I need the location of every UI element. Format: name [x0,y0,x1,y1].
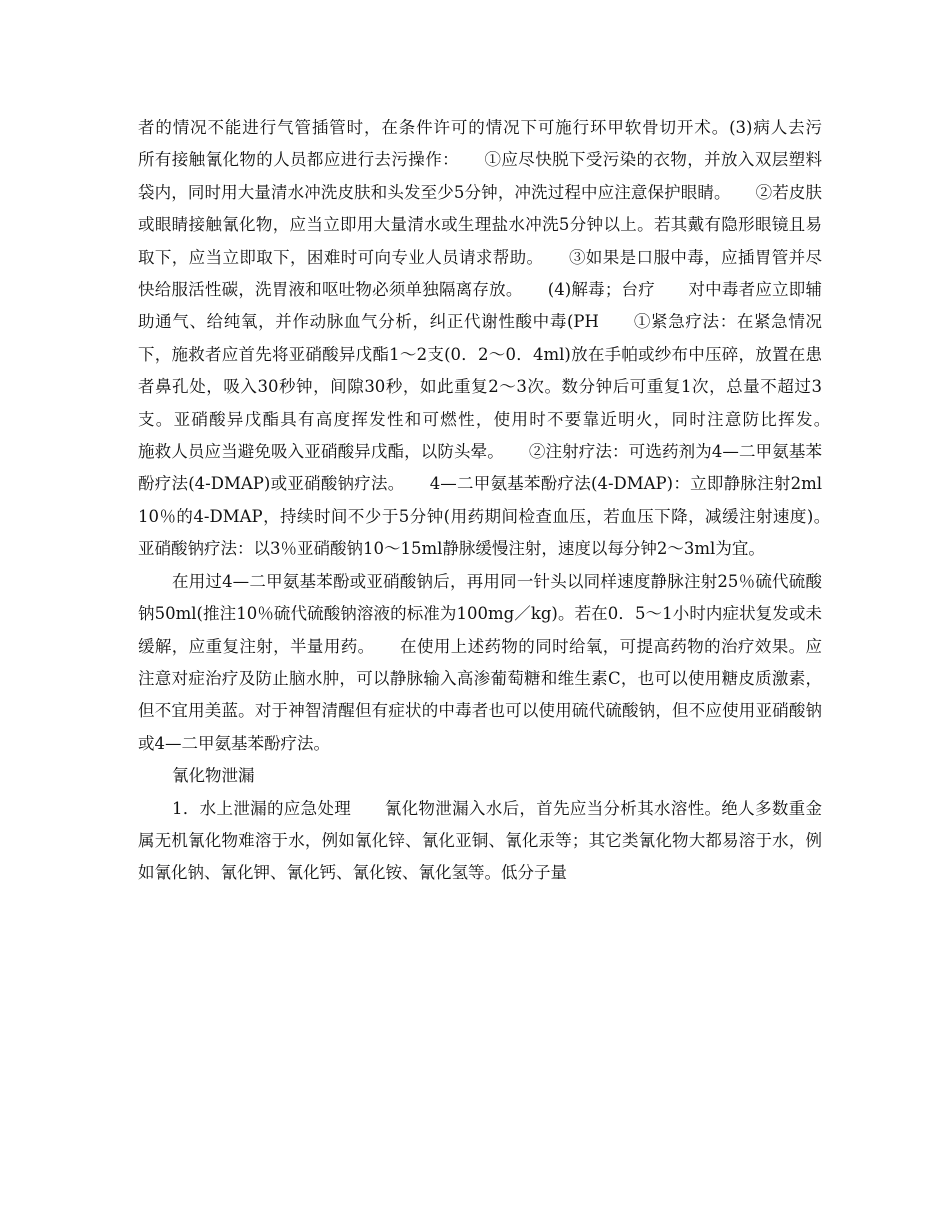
paragraph-first-aid-decontamination-antidote: 者的情况不能进行气管插管时，在条件许可的情况下可施行环甲软骨切开术。(3)病人去污 所有接触氰化物的人员都应进行去污操作： ①应尽快脱下受污染的衣物，并放入双层塑料袋内，同时用大量清水冲洗皮肤和头发至少5分钟，冲洗过程中应注意保护眼睛。 ②若皮肤或眼睛接触氰化物，应当立即用大量清水或生理盐水冲洗5分钟以上。若其戴有隐形眼镜且易取下，应当立即取下，困难时可向专业人员请求帮助。 ③如果是口服中毒，应插胃管并尽快给服活性碳，洗胃液和呕吐物必须单独隔离存放。 (4)解毒；台疗 对中毒者应立即辅助通气、给纯氧，并作动脉血气分析，纠正代谢性酸中毒(PH ①紧急疗法：在紧急情况下，施救者应首先将亚硝酸异戊酯1～2支(0．2～0．4ml)放在手帕或纱布中压碎，放置在患者鼻孔处，吸入30秒钟，间隙30秒，如此重复2～3次。数分钟后可重复1次，总量不超过3支。亚硝酸异戊酯具有高度挥发性和可燃性，使用时不要靠近明火，同时注意防比挥发。 施救人员应当避免吸入亚硝酸异戊酯，以防头晕。 ②注射疗法：可选药剂为4—二甲氨基苯酚疗法(4-DMAP)或亚硝酸钠疗法。 4—二甲氨基苯酚疗法(4-DMAP)：立即静脉注射2ml 10％的4-DMAP，持续时间不少于5分钟(用药期间检查血压，若血压下降，减缓注射速度)。 亚硝酸钠疗法：以3％亚硝酸钠10～15ml静脉缓慢注射，速度以每分钟2～3ml为宜。 [138,118,855,559]
document-body [138,112,855,890]
paragraph-antidote-followup: 在用过4—二甲氨基苯酚或亚硝酸钠后，再用同一针头以同样速度静脉注射25％硫代硫酸钠50ml(推注10％硫代硫酸钠溶液的标准为100mg／kg)。若在0．5～1小时内症状复发或未缓解，应重复注射，半量用药。 在使用上述药物的同时给氧，可提高药物的治疗效果。应注意对症治疗及防止脑水肿，可以静脉输入高渗葡萄糖和维生素C，也可以使用糖皮质激素，但不宜用美蓝。对于神智清醒但有症状的中毒者也可以使用硫代硫酸钠，但不应使用亚硝酸钠或4—二甲氨基苯酚疗法。 [138,571,822,753]
section-heading-cyanide-leak: 氰化物泄漏 [172,766,255,786]
paragraph-water-leak-response: 1．水上泄漏的应急处理 氰化物泄漏入水后，首先应当分析其水溶性。绝人多数重金属无机氰化物难溶于水，例如氰化锌、氰化亚铜、氰化汞等；其它类氰化物大都易溶于水，例如氰化钠、氰化钾、氰化钙、氰化铵、氰化氢等。低分子量 [138,798,822,883]
